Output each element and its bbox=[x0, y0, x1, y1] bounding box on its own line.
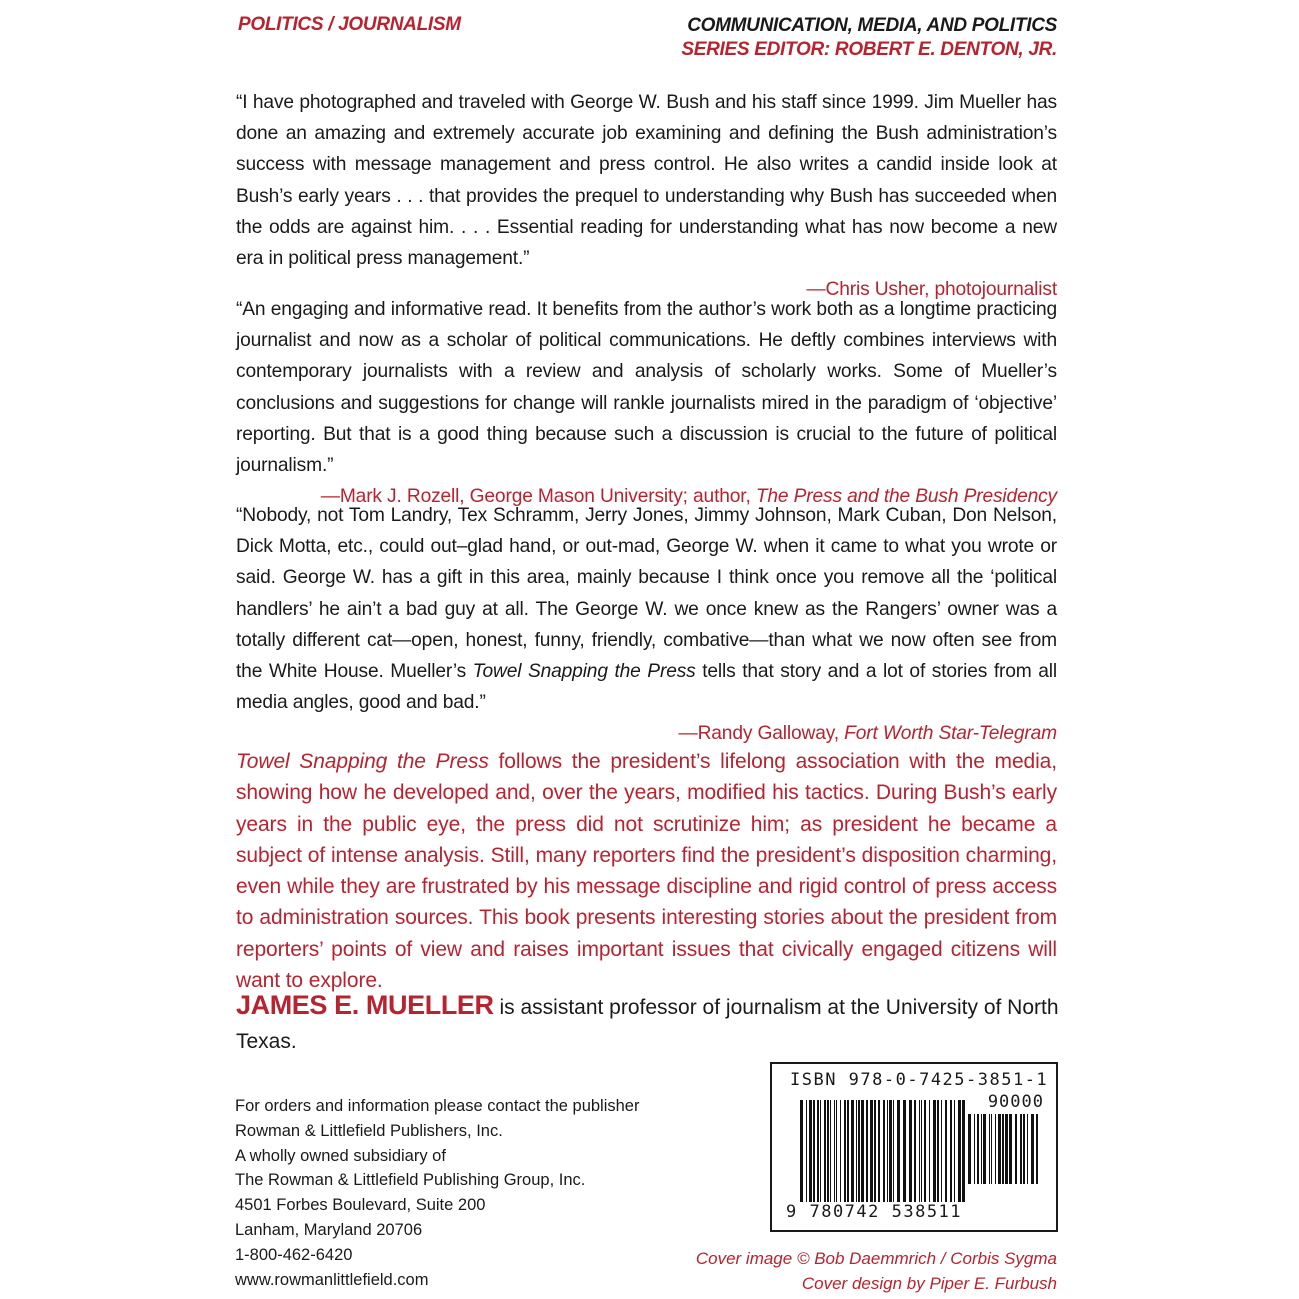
barcode-bar bbox=[878, 1100, 880, 1202]
barcode-bar bbox=[813, 1100, 815, 1202]
publisher-line: Lanham, Maryland 20706 bbox=[235, 1220, 423, 1239]
blurb-quote-2 bbox=[236, 294, 1057, 512]
barcode-bar bbox=[858, 1100, 860, 1202]
description-text: follows the president’s lifelong association with the media, showing how he developed and, over the years, modified his tactics. During Bush’s early years in the public eye, the press did not scrutinize him; as president he became a subject of intense analysis. Still, many reporters find the president’s disposition charming, even while they are frustrated by his message discipline and rigid control of press access to administration sources. This book presents interesting stories about the president from reporters’ points of view and raises important issues that civically engaged citizens will want to explore. bbox=[236, 750, 1057, 993]
barcode-bar bbox=[874, 1100, 876, 1202]
category-label: POLITICS / JOURNALISM bbox=[238, 14, 461, 35]
barcode-bar bbox=[909, 1100, 912, 1202]
author-bio bbox=[236, 988, 1066, 1059]
publisher-line: The Rowman & Littlefield Publishing Group, Inc. bbox=[235, 1171, 586, 1190]
barcode-bar bbox=[883, 1100, 885, 1202]
barcode-bar bbox=[962, 1100, 965, 1202]
barcode-bar bbox=[1031, 1114, 1034, 1184]
barcode-bar bbox=[974, 1114, 975, 1184]
barcode-bar bbox=[1009, 1114, 1012, 1184]
barcode-bar bbox=[941, 1100, 942, 1202]
barcode-bar bbox=[1005, 1114, 1008, 1184]
barcode-bar bbox=[830, 1100, 831, 1202]
blurb-text: “I have photographed and traveled with George W. Bush and his staff since 1999. Jim Mueller has done an amazing and extremely accurate job examining and defining the Bush administration’s success with message management and press control. He also writes a candid inside look at Bush’s early years . . . that provides the prequel to understanding why Bush has succeeded when the odds are against him. . . . Essential reading for understanding what has now become a new era in political press management.” bbox=[236, 92, 1057, 270]
isbn-barcode bbox=[770, 1062, 1058, 1232]
barcode-bar bbox=[903, 1100, 906, 1202]
blurb-quote-1 bbox=[236, 87, 1057, 305]
author-bio-text: is assistant professor of journalism at the University of North Texas. bbox=[236, 996, 1059, 1053]
barcode-bar bbox=[861, 1100, 864, 1202]
barcode-bar bbox=[887, 1100, 888, 1202]
publisher-line: For orders and information please contact the publisher bbox=[235, 1097, 640, 1115]
cover-credits bbox=[696, 1246, 1057, 1296]
ean-digits: 9 780742 538511 bbox=[786, 1202, 963, 1222]
publisher-line: A wholly owned subsidiary of bbox=[235, 1146, 446, 1165]
publisher-line: 1-800-462-6420 bbox=[235, 1245, 353, 1264]
barcode-bar bbox=[897, 1100, 900, 1202]
blurb-text: “An engaging and informative read. It benefits from the author’s work both as a longtime practicing journalist and now as a scholar of political communications. He deftly combines interviews with contemporary journalists with a review and analysis of scholarly works. Some of Mueller’s conclusions and suggestions for change will rankle journalists mired in the paradigm of ‘objective’ reporting. But that is a good thing because such a discussion is crucial to the future of political journalism.” bbox=[236, 299, 1057, 477]
barcode-bar bbox=[968, 1114, 971, 1184]
barcode-bar bbox=[817, 1100, 819, 1202]
barcode-bar bbox=[989, 1114, 990, 1184]
barcode-bar bbox=[844, 1100, 846, 1202]
barcode-bar bbox=[834, 1100, 835, 1202]
barcode-bar bbox=[998, 1114, 1001, 1184]
barcode-bar bbox=[933, 1100, 936, 1202]
barcode-bar bbox=[1002, 1114, 1004, 1184]
blurb-text-end: tells that story and a lot of stories from all media angles, good and bad.” bbox=[236, 661, 1057, 714]
isbn-number: ISBN 978-0-7425-3851-1 bbox=[790, 1070, 1049, 1090]
barcode-bar bbox=[995, 1114, 996, 1184]
barcode-bar bbox=[824, 1100, 826, 1202]
barcode-bar bbox=[851, 1100, 854, 1202]
barcode-bar bbox=[958, 1100, 961, 1202]
barcode-bar bbox=[866, 1100, 868, 1202]
price-code: 90000 bbox=[987, 1092, 1044, 1112]
barcode-bar bbox=[836, 1100, 837, 1202]
barcode-bar bbox=[893, 1100, 894, 1202]
barcode-bar bbox=[889, 1100, 892, 1202]
blurb-attribution: —Chris Usher, photojournalist bbox=[806, 279, 1057, 301]
barcode-bar bbox=[800, 1100, 803, 1202]
barcode-bar bbox=[924, 1100, 926, 1202]
barcode-bar bbox=[856, 1100, 857, 1202]
barcode-bar bbox=[870, 1100, 873, 1202]
blurb-attribution bbox=[236, 718, 1057, 749]
attribution-name: —Mark J. Rozell, George Mason University; author, bbox=[320, 486, 756, 508]
cover-image-credit: Cover image © Bob Daemmrich / Corbis Sygma bbox=[695, 1249, 1057, 1268]
price-barcode-bars bbox=[968, 1114, 1042, 1184]
barcode-bar bbox=[820, 1100, 821, 1202]
cover-design-credit: Cover design by Piper E. Furbush bbox=[801, 1274, 1057, 1293]
barcode-bar bbox=[840, 1100, 841, 1202]
barcode-bar bbox=[809, 1100, 812, 1202]
attribution-name: —Randy Galloway, bbox=[678, 723, 845, 745]
publisher-line: www.rowmanlittlefield.com bbox=[235, 1270, 429, 1289]
attribution-book-title: The Press and the Bush Presidency bbox=[755, 486, 1057, 508]
series-editor: SERIES EDITOR: ROBERT E. DENTON, JR. bbox=[681, 39, 1057, 60]
barcode-bar bbox=[945, 1100, 947, 1202]
description-book-title: Towel Snapping the Press bbox=[236, 750, 489, 773]
blurb-quote-3 bbox=[236, 500, 1057, 750]
barcode-bar bbox=[937, 1100, 939, 1202]
publisher-contact bbox=[235, 1094, 639, 1292]
barcode-bar bbox=[977, 1114, 979, 1184]
barcode-bar bbox=[919, 1100, 920, 1202]
publisher-line: Rowman & Littlefield Publishers, Inc. bbox=[235, 1121, 503, 1140]
publisher-line: 4501 Forbes Boulevard, Suite 200 bbox=[235, 1196, 486, 1215]
barcode-bar bbox=[983, 1114, 986, 1184]
book-description bbox=[236, 746, 1057, 996]
blurb-text: “Nobody, not Tom Landry, Tex Schramm, Jerry Jones, Jimmy Johnson, Mark Cuban, Don Nelson, Dick Motta, etc., could out–glad hand, or out-mad, George W. when it came to what you wrote or said. George W. has a gift in this area, mainly because I think once you remove all the ‘political handlers’ he ain’t a bad guy at all. The George W. we once knew as the Rangers’ owner was a totally different cat—open, honest, funny, friendly, combative—than what we now often see from the White House. Mueller’s bbox=[236, 505, 1057, 683]
barcode-bar bbox=[1020, 1114, 1022, 1184]
barcode-bar bbox=[1015, 1114, 1017, 1184]
barcode-bar bbox=[981, 1114, 982, 1184]
author-name: JAMES E. MUELLER bbox=[236, 990, 494, 1020]
barcode-bar bbox=[991, 1114, 992, 1184]
barcode-bar bbox=[929, 1100, 930, 1202]
barcode-bar bbox=[1027, 1114, 1028, 1184]
barcode-bar bbox=[847, 1100, 849, 1202]
barcode-bar bbox=[806, 1100, 807, 1202]
series-title: COMMUNICATION, MEDIA, AND POLITICS bbox=[687, 15, 1057, 36]
barcode-bar bbox=[950, 1100, 952, 1202]
barcode-bar bbox=[827, 1100, 829, 1202]
barcode-bar bbox=[921, 1100, 922, 1202]
barcode-bar bbox=[954, 1100, 955, 1202]
ean-barcode-bars bbox=[800, 1100, 965, 1202]
barcode-bar bbox=[914, 1100, 916, 1202]
barcode-bar bbox=[1023, 1114, 1025, 1184]
attribution-publication: Fort Worth Star-Telegram bbox=[844, 723, 1057, 745]
barcode-bar bbox=[1036, 1114, 1038, 1184]
series-info bbox=[681, 14, 1057, 62]
blurb-book-title: Towel Snapping the Press bbox=[472, 661, 696, 683]
